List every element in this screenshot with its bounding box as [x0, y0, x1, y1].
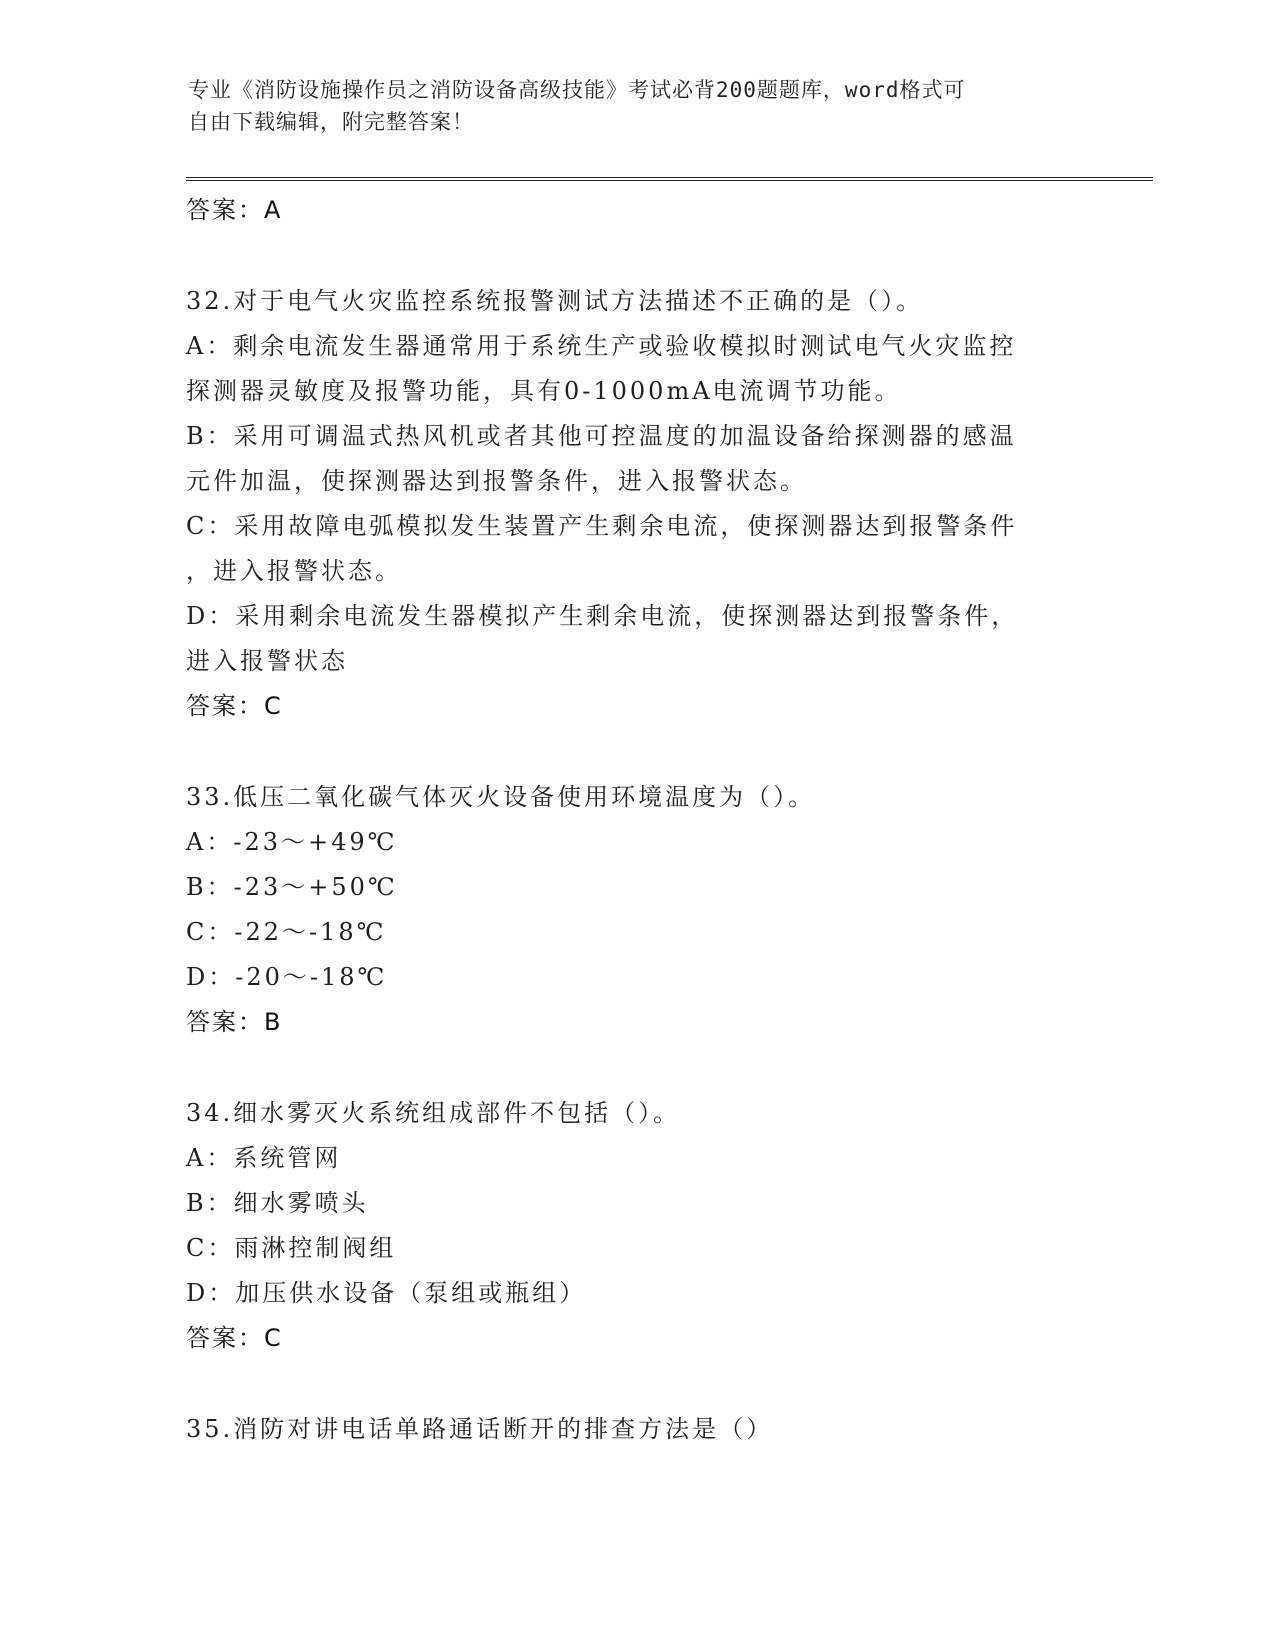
page-header: [188, 74, 1088, 138]
question-stem: 34.细水雾灭火系统组成部件不包括（）。: [186, 1099, 681, 1127]
spacer: [186, 1045, 1086, 1091]
option-b: B：-23～+50℃: [186, 873, 398, 901]
option-a: A：系统管网: [186, 1144, 342, 1172]
option-d: D：-20～-18℃: [186, 963, 388, 991]
question-33: [186, 775, 1086, 1045]
header-divider: [186, 177, 1153, 181]
option-b-continued: 元件加温，使探测器达到报警条件，进入报警状态。: [186, 467, 807, 495]
question-35: [186, 1407, 1086, 1452]
option-c: C：-22～-18℃: [186, 918, 387, 946]
question-stem: 33.低压二氧化碳气体灭火设备使用环境温度为（）。: [186, 783, 816, 811]
option-a: A：-23～+49℃: [186, 828, 398, 856]
answer: 答案：C: [186, 1324, 283, 1352]
option-d: D：加压供水设备（泵组或瓶组）: [186, 1279, 587, 1307]
header-line-1: 专业《消防设施操作员之消防设备高级技能》考试必背200题题库，word格式可: [188, 78, 966, 102]
option-c: C：采用故障电弧模拟发生装置产生剩余电流，使探测器达到报警条件: [186, 512, 1018, 540]
document-body: [186, 188, 1086, 1452]
question-stem: 35.消防对讲电话单路通话断开的排查方法是（）: [186, 1415, 774, 1443]
option-b: B：采用可调温式热风机或者其他可控温度的加温设备给探测器的感温: [186, 422, 1017, 450]
option-c-continued: ，进入报警状态。: [186, 557, 402, 585]
option-a: A：剩余电流发生器通常用于系统生产或验收模拟时测试电气火灾监控: [186, 332, 1017, 360]
question-32: [186, 279, 1086, 729]
option-b: B：细水雾喷头: [186, 1189, 369, 1217]
option-d-continued: 进入报警状态: [186, 647, 348, 675]
spacer: [186, 729, 1086, 775]
answer: 答案：B: [186, 1008, 283, 1036]
previous-answer: 答案：A: [186, 196, 283, 224]
answer: 答案：C: [186, 692, 283, 720]
option-c: C：雨淋控制阀组: [186, 1234, 397, 1262]
option-a-continued: 探测器灵敏度及报警功能，具有0-1000mA电流调节功能。: [186, 377, 902, 405]
spacer: [186, 233, 1086, 279]
option-d: D：采用剩余电流发生器模拟产生剩余电流，使探测器达到报警条件，: [186, 602, 1019, 630]
question-34: [186, 1091, 1086, 1361]
question-stem: 32.对于电气火灾监控系统报警测试方法描述不正确的是（）。: [186, 287, 924, 315]
header-line-2: 自由下载编辑，附完整答案！: [188, 110, 474, 134]
spacer: [186, 1361, 1086, 1407]
